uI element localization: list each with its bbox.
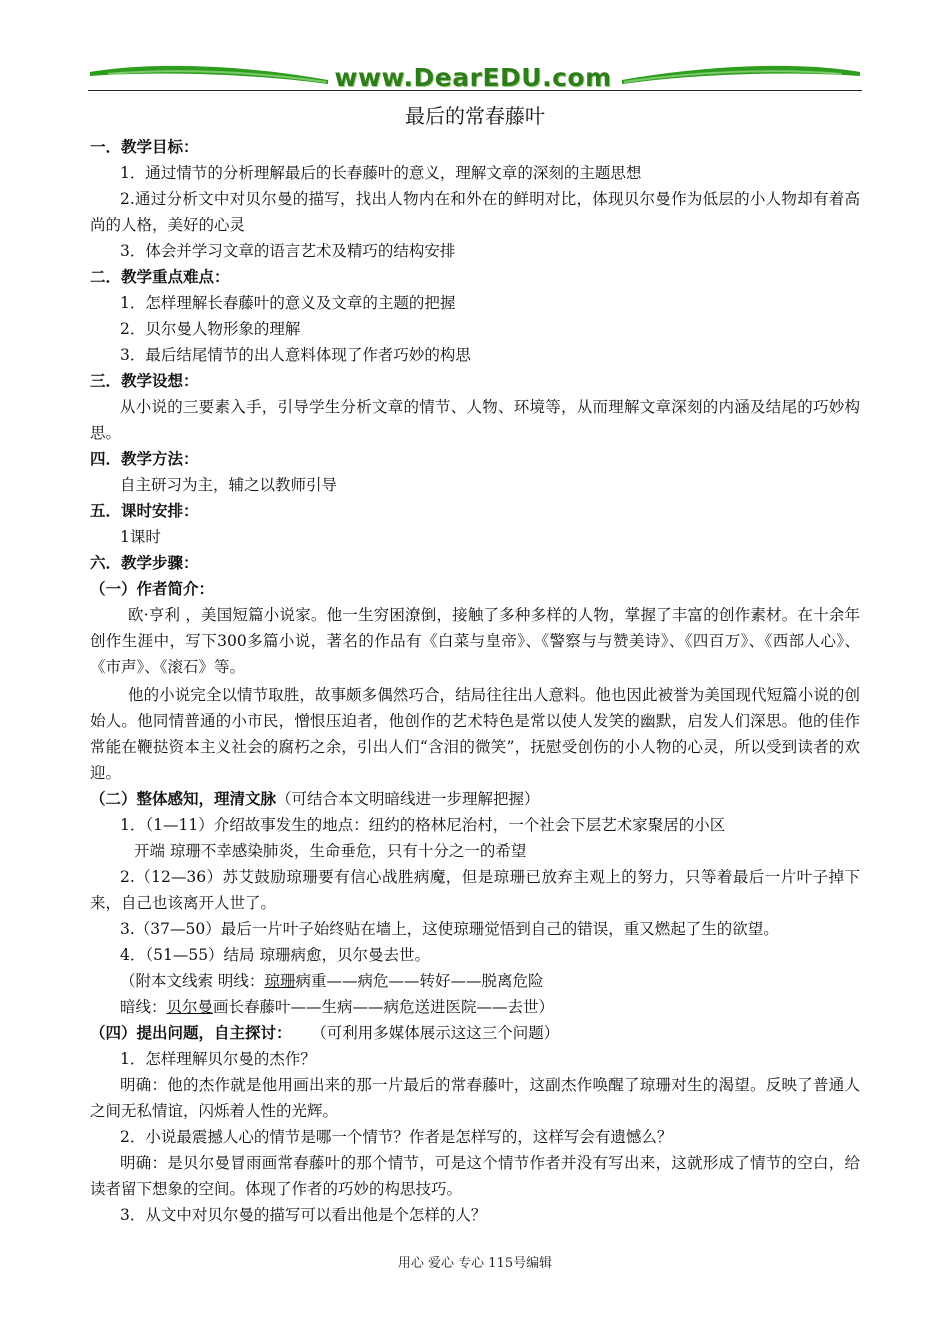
site-banner: [88, 58, 862, 100]
clue-label: 暗线：: [120, 998, 167, 1016]
paragraph: 他的小说完全以情节取胜，故事颇多偶然巧合，结局往往出人意料。他也因此被誉为美国现代短篇小说的创始人。他同情普通的小市民，憎恨压迫者，他创作的艺术特色是常以使人发笑的幽默，启发人们深思。他的佳作常能在鞭挞资本主义社会的腐朽之余，引出人们“含泪的微笑”，抚慰受创伤的小人物的心灵，所以受到读者的欢迎。: [90, 686, 860, 782]
clue-name: 贝尔曼: [166, 998, 214, 1016]
paragraph: 1．怎样理解长春藤叶的意义及文章的主题的把握: [120, 294, 456, 312]
paragraph: 3．从文中对贝尔曼的描写可以看出他是个怎样的人？: [120, 1206, 487, 1224]
paragraph: 2.（12—36）苏艾鼓励琼珊要有信心战胜病魔，但是琼珊已放弃主观上的努力，只等着最后一片叶子掉下来，自己也该离开人世了。: [90, 868, 860, 912]
subsection-line: [90, 1020, 860, 1046]
clue-line: [90, 994, 860, 1020]
subsection-heading: （二）整体感知，理清文脉: [90, 789, 277, 808]
section-heading: 一．教学目标：: [90, 137, 199, 156]
paragraph: 4．（51—55）结局 琼珊病愈，贝尔曼去世。: [120, 946, 430, 964]
clue-line: [90, 968, 860, 994]
document-body: [90, 134, 860, 1228]
clue-text: 画长春藤叶——生病——病危送进医院——去世）: [213, 998, 555, 1016]
clue-label: （附本文线索 明线：: [120, 972, 265, 990]
paragraph: 明确：是贝尔曼冒雨画常春藤叶的那个情节，可是这个情节作者并没有写出来，这就形成了情节的空白，给读者留下想象的空间。体现了作者的巧妙的构思技巧。: [90, 1154, 860, 1198]
clue-name: 琼珊: [264, 972, 296, 990]
section-heading: 六．教学步骤：: [90, 553, 199, 572]
paragraph: 明确：他的杰作就是他用画出来的那一片最后的常春藤叶，这副杰作唤醒了琼珊对生的渴望。反映了普通人之间无私情谊，闪烁着人性的光辉。: [90, 1076, 860, 1120]
subsection-line: [90, 786, 860, 812]
paragraph: 1．通过情节的分析理解最后的长春藤叶的意义，理解文章的深刻的主题思想: [120, 164, 642, 182]
paragraph: 3.（37—50）最后一片叶子始终贴在墙上，这使琼珊觉悟到自己的错误，重又燃起了生的欲望。: [120, 920, 779, 938]
paragraph: 1．怎样理解贝尔曼的杰作？: [120, 1050, 316, 1068]
subsection-note: （可结合本文明暗线进一步理解把握）: [276, 790, 540, 808]
paragraph: 2.通过分析文中对贝尔曼的描写，找出人物内在和外在的鲜明对比，体现贝尔曼作为低层的小人物却有着高尚的人格，美好的心灵: [90, 190, 860, 234]
paragraph: 1课时: [120, 528, 161, 546]
site-logo: www.DearEDU.com: [334, 63, 612, 92]
section-heading: 二．教学重点难点：: [90, 267, 230, 286]
section-heading: 五．课时安排：: [90, 501, 199, 520]
paragraph: 1．（1—11）介绍故事发生的地点：纽约的格林尼治村，一个社会下层艺术家聚居的小区: [120, 816, 726, 834]
paragraph: 3．最后结尾情节的出人意料体现了作者巧妙的构思: [120, 346, 471, 364]
document-title: 最后的常春藤叶: [405, 104, 545, 128]
page-footer: 用心 爱心 专心 115号编辑: [397, 1256, 553, 1271]
clue-text: 病重——病危——转好——脱离危险: [295, 972, 544, 990]
section-heading: 三．教学设想：: [90, 371, 199, 390]
subsection-heading: （一）作者简介：: [90, 579, 215, 598]
subsection-heading: （四）提出问题，自主探讨：: [90, 1023, 292, 1042]
paragraph: 从小说的三要素入手，引导学生分析文章的情节、人物、环境等，从而理解文章深刻的内涵及结尾的巧妙构思。: [90, 398, 860, 442]
paragraph: 自主研习为主，辅之以教师引导: [120, 476, 338, 494]
paragraph: 2．贝尔曼人物形象的理解: [120, 320, 301, 338]
section-heading: 四．教学方法：: [90, 449, 199, 468]
subsection-note: （可利用多媒体展示这这三个问题）: [311, 1024, 560, 1042]
paragraph: 2．小说最震撼人心的情节是哪一个情节？作者是怎样写的，这样写会有遗憾么？: [120, 1128, 673, 1146]
paragraph: 开端 琼珊不幸感染肺炎，生命垂危，只有十分之一的希望: [134, 842, 527, 860]
paragraph: 欧·亨利 ，美国短篇小说家。他一生穷困潦倒，接触了多种多样的人物，掌握了丰富的创作素材。在十余年创作生涯中，写下300多篇小说，著名的作品有《白菜与皇帝》、《警察与与赞美诗》、《四百万》、《西部人心》、《市声》、《滚石》等。: [90, 606, 860, 676]
paragraph: 3．体会并学习文章的语言艺术及精巧的结构安排: [120, 242, 456, 260]
